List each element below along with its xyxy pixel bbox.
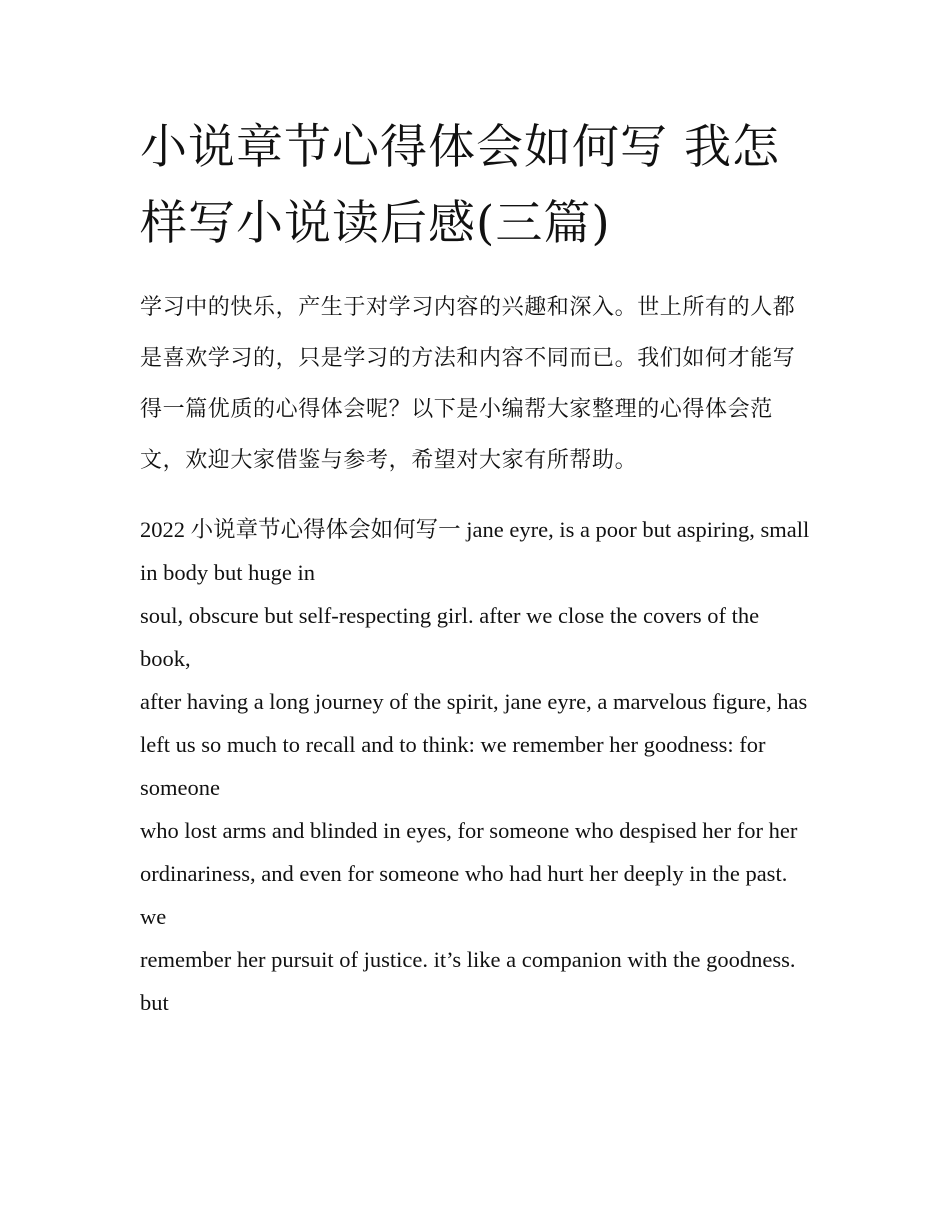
body-line: remember her pursuit of justice. it’s like a companion with the goodness. but (140, 947, 796, 1015)
intro-paragraph: 学习中的快乐，产生于对学习内容的兴趣和深入。世上所有的人都是喜欢学习的，只是学习的方法和内容不同而已。我们如何才能写得一篇优质的心得体会呢？以下是小编帮大家整理的心得体会范文，欢迎大家借鉴与参考，希望对大家有所帮助。 (140, 295, 796, 473)
body-line: left us so much to recall and to think: we remember her goodness: for someone (140, 732, 766, 800)
document-title: 小说章节心得体会如何写 我怎样写小说读后感(三篇) (140, 120, 780, 251)
document-content (140, 110, 812, 1024)
body-line: ordinariness, and even for someone who had hurt her deeply in the past. we (140, 861, 788, 929)
body-line: 2022 小说章节心得体会如何写一 jane eyre, is a poor but aspiring, small in body but huge in (140, 517, 810, 585)
body-text (140, 508, 812, 1024)
body-line: who lost arms and blinded in eyes, for someone who despised her for her (140, 818, 798, 843)
body-line: after having a long journey of the spirit, jane eyre, a marvelous figure, has (140, 689, 808, 714)
body-line: soul, obscure but self-respecting girl. after we close the covers of the book, (140, 603, 760, 671)
